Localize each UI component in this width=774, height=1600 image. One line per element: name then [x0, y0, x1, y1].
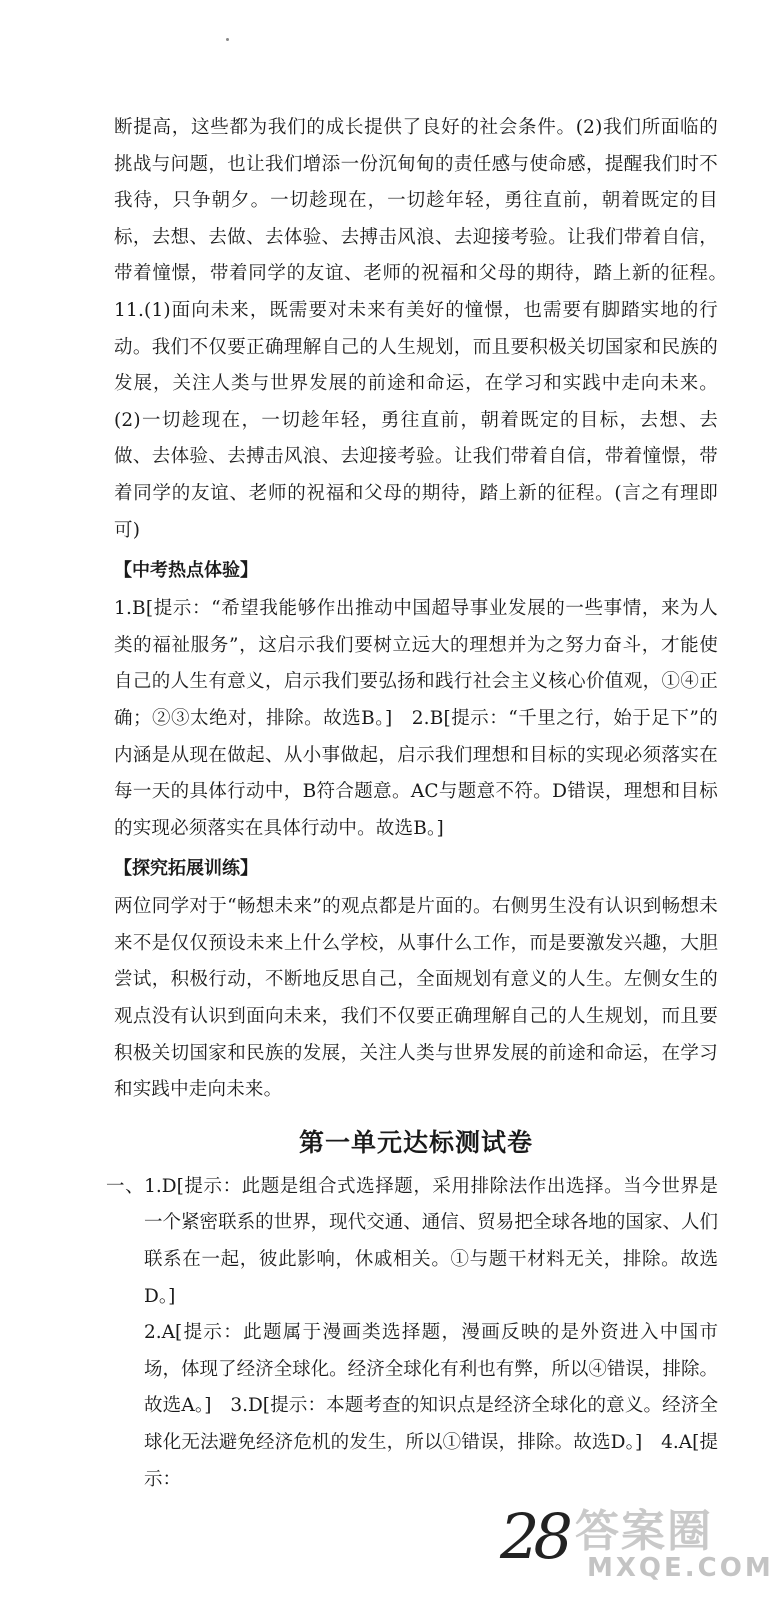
- intro-paragraph: 断提高，这些都为我们的成长提供了良好的社会条件。(2)我们所面临的挑战与问题，也让我们增添一份沉甸甸的责任感与使命感，提醒我们时不我待，只争朝夕。一切趁现在，一切趁年轻，勇往直前，朝着既定的目标，去想、去做、去体验、去搏击风浪、去迎接考验。让我们带着自信，带着憧憬，带着同学的友谊、老师的祝福和父母的期待，踏上新的征程。 11.(1)面向未来，既需要对未来有美好的憧憬，也需要有脚踏实地的行动。我们不仅要正确理解自己的人生规划，而且要积极关切国家和民族的发展，关注人类与世界发展的前途和命运，在学习和实践中走向未来。(2)一切趁现在，一切趁年轻，勇往直前，朝着既定的目标，去想、去做、去体验、去搏击风浪、去迎接考验。让我们带着自信，带着憧憬，带着同学的友谊、老师的祝福和父母的期待，踏上新的征程。(言之有理即可): [114, 117, 737, 541]
- question-1-answer: 一、1.D[提示：此题是组合式选择题，采用排除法作出选择。当今世界是一个紧密联系的世界，现代交通、通信、贸易把全球各地的国家、人们联系在一起，彼此影响，休戚相关。①与题干材料无关，排除。故选D。]: [106, 1175, 718, 1307]
- handwritten-page-number: 28: [500, 1500, 567, 1573]
- hot-paragraph: 1.B[提示：“希望我能够作出推动中国超导事业发展的一些事情，来为人类的福祉服务”，这启示我们要树立远大的理想并为之努力奋斗，才能使自己的人生有意义，启示我们要弘扬和践行社会主义核心价值观，①④正确；②③太绝对，排除。故选B。] 2.B[提示：“千里之行，始于足下”的内涵是从现在做起、从小事做起，启示我们理想和目标的实现必须落实在每一天的具体行动中，B符合题意。AC与题意不符。D错误，理想和目标的实现必须落实在具体行动中。故选B。]: [114, 598, 718, 839]
- answer-content: [106, 110, 737, 1498]
- section-heading-explore: 【探究拓展训练】: [114, 858, 258, 880]
- scan-dot: [226, 38, 229, 41]
- watermark-url-text: MXQE.COM: [587, 1553, 774, 1583]
- question-2-4-answer: 2.A[提示：此题属于漫画类选择题，漫画反映的是外资进入中国市场，体现了经济全球化。经济全球化有利也有弊，所以④错误，排除。故选A。] 3.D[提示：本题考查的知识点是经济全球化的意义。经济全球化无法避免经济危机的发生，所以①错误，排除。故选D。] 4.A[提示：: [144, 1322, 718, 1490]
- watermark-main-text: 答案圈: [575, 1506, 713, 1557]
- watermark-logo: [575, 1495, 774, 1595]
- section-heading-hot: 【中考热点体验】: [114, 560, 258, 582]
- explore-paragraph: 两位同学对于“畅想未来”的观点都是片面的。右侧男生没有认识到畅想未来不是仅仅预设未来上什么学校，从事什么工作，而是要激发兴趣，大胆尝试，积极行动，不断地反思自己，全面规划有意义的人生。左侧女生的观点没有认识到面向未来，我们不仅要正确理解自己的人生规划，而且要积极关切国家和民族的发展，关注人类与世界发展的前途和命运，在学习和实践中走向未来。: [114, 896, 718, 1101]
- unit-test-title: 第一单元达标测试卷: [298, 1127, 533, 1157]
- unit-test-answers: [106, 1169, 718, 1498]
